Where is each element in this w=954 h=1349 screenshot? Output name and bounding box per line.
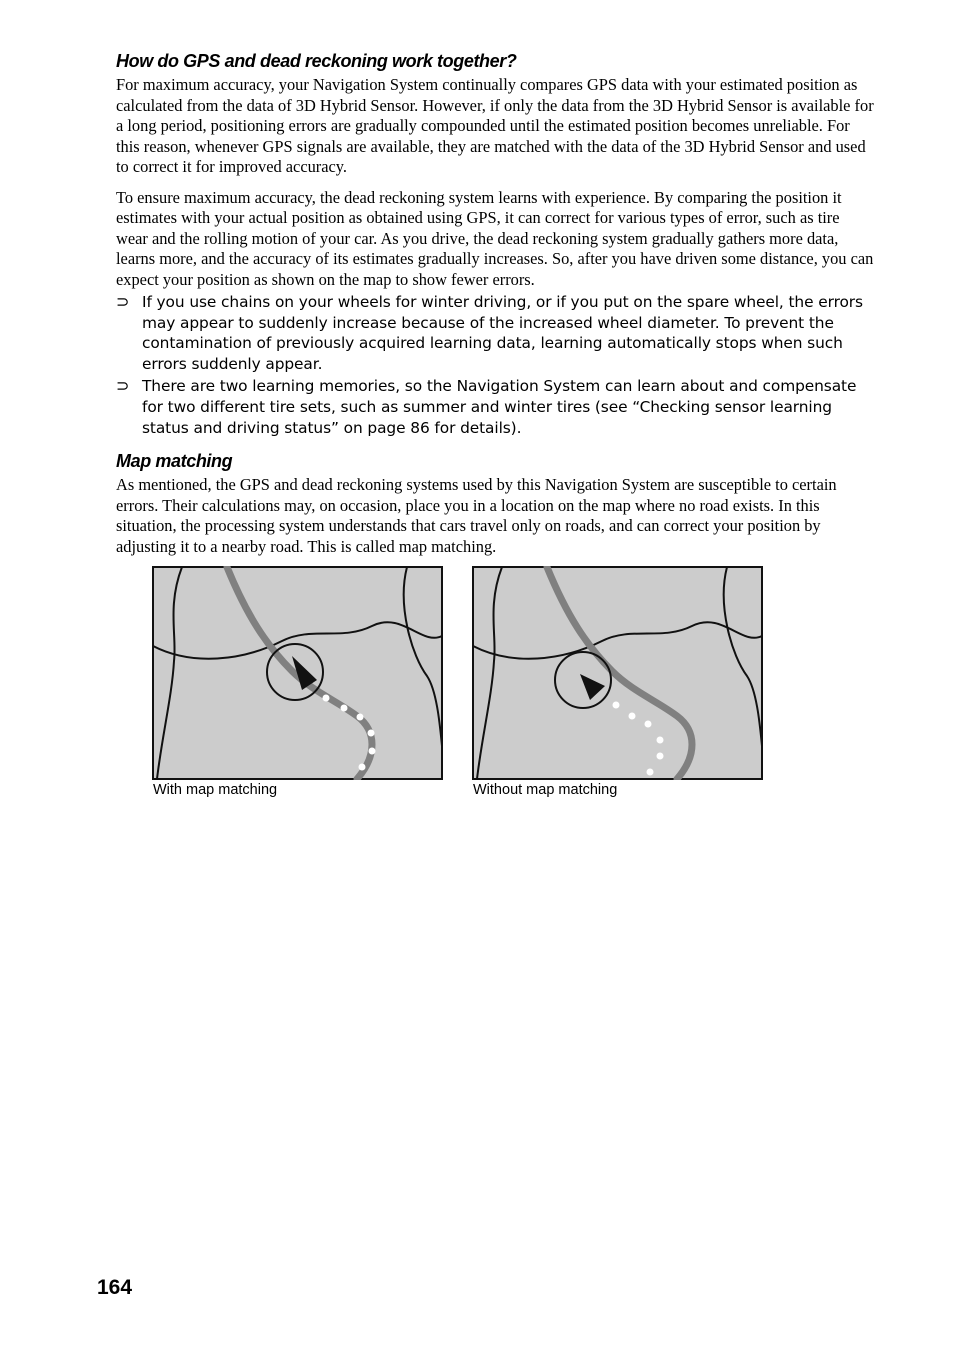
- figure-caption: Without map matching: [473, 782, 618, 798]
- paragraph: As mentioned, the GPS and dead reckoning systems used by this Navigation System are susceptible to certain errors. Their calculations may, on occasion, place you in a location on the map where no road exists. In this situation, the processing system understands that cars travel only on roads, and can correct your position by adjusting it to a nearby road. This is called map matching.: [116, 475, 837, 556]
- note-text: If you use chains on your wheels for winter driving, or if you put on the spare wheel, the errors may appear to suddenly increase because of the increased wheel diameter. To prevent the contamination of previously acquired learning data, learning automatically stops when such errors suddenly appear.: [142, 293, 863, 373]
- figure-without-map-matching: [472, 566, 763, 799]
- page-number: 164: [97, 1276, 133, 1299]
- figures: [152, 566, 764, 806]
- paragraph: For maximum accuracy, your Navigation System continually compares GPS data with your estimated position as calculated from the data of 3D Hybrid Sensor. However, if only the data from the 3D Hybrid Sensor is available for a long period, positioning errors are gradually compounded until the estimated position becomes unreliable. For this reason, whenever GPS signals are available, they are matched with the data of the 3D Hybrid Sensor and used to correct it for improved accuracy.: [116, 75, 874, 176]
- note-item: [116, 292, 874, 374]
- map-illustration-without-matching: [472, 566, 763, 780]
- note-item: [116, 376, 874, 438]
- page-content: [116, 50, 874, 567]
- note-arrow-icon: ⊃: [116, 376, 130, 396]
- map-illustration-with-matching: [152, 566, 443, 780]
- section-heading-gps-dead-reckoning: How do GPS and dead reckoning work together?: [116, 51, 517, 71]
- notes-list: [116, 292, 874, 438]
- figure-with-map-matching: [152, 566, 443, 799]
- paragraph: To ensure maximum accuracy, the dead reckoning system learns with experience. By comparing the position it estimates with your actual position as obtained using GPS, it can correct for various types of error, such as tire wear and the rolling motion of your car. As you drive, the dead reckoning system gradually gathers more data, learns more, and the accuracy of its estimates gradually increases. So, after you have driven some distance, you can expect your position as shown on the map to show fewer errors.: [116, 187, 874, 289]
- figure-caption: With map matching: [153, 782, 278, 798]
- section-heading-map-matching: Map matching: [116, 451, 233, 472]
- note-text: There are two learning memories, so the Navigation System can learn about and compensate for two different tire sets, such as summer and winter tires (see “Checking sensor learning status and driving status” on page 86 for details).: [142, 377, 857, 437]
- note-arrow-icon: ⊃: [116, 292, 130, 311]
